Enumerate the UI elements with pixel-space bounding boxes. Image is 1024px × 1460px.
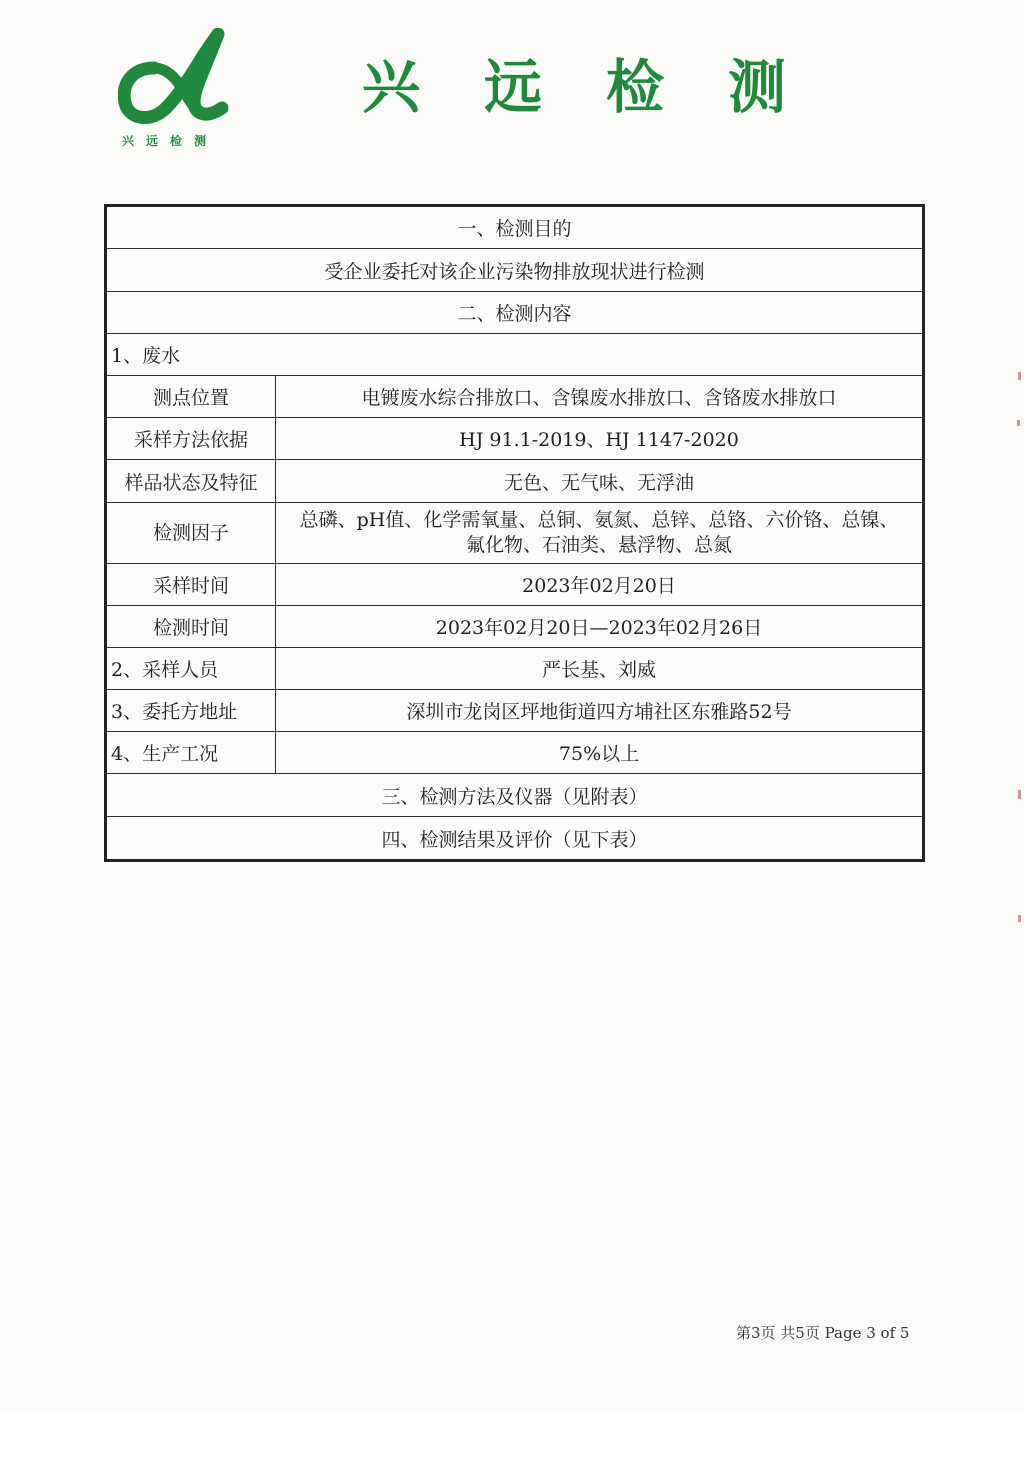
table-row xyxy=(106,648,924,690)
table-row xyxy=(106,460,924,503)
row-label: 采样时间 xyxy=(106,564,276,606)
row-value-line2: 氟化物、石油类、悬浮物、总氮 xyxy=(466,534,733,556)
logo-caption: 兴远检测 xyxy=(122,134,219,148)
row-label: 3、委托方地址 xyxy=(106,690,276,732)
row-value-line1: 总磷、pH值、化学需氧量、总铜、氨氮、总锌、总铬、六价铬、总镍、 xyxy=(299,509,899,531)
table-row xyxy=(106,376,924,418)
table-row xyxy=(106,249,924,292)
row-value: 电镀废水综合排放口、含镍废水排放口、含铬废水排放口 xyxy=(276,376,924,418)
table-row xyxy=(106,732,924,774)
row-label: 采样方法依据 xyxy=(106,418,276,460)
table-row xyxy=(106,292,924,334)
page-footer: 第3页 共5页 Page 3 of 5 xyxy=(736,1324,910,1342)
section-title-content: 二、检测内容 xyxy=(106,292,924,334)
row-value: 2023年02月20日—2023年02月26日 xyxy=(276,606,924,648)
inspection-table xyxy=(104,204,925,862)
table-row xyxy=(106,774,924,817)
table-row xyxy=(106,334,924,376)
table-row xyxy=(106,690,924,732)
row-value: 无色、无气味、无浮油 xyxy=(276,460,924,503)
row-value-multiline xyxy=(276,503,924,564)
scan-speck xyxy=(1018,915,1021,922)
row-label: 2、采样人员 xyxy=(106,648,276,690)
table-row xyxy=(106,564,924,606)
row-value: HJ 91.1-2019、HJ 1147-2020 xyxy=(276,418,924,460)
row-value: 75%以上 xyxy=(276,732,924,774)
row-value: 2023年02月20日 xyxy=(276,564,924,606)
row-label: 检测时间 xyxy=(106,606,276,648)
section-title-purpose: 一、检测目的 xyxy=(106,206,924,249)
table-row xyxy=(106,418,924,460)
scan-bottom-margin xyxy=(0,1410,1024,1460)
row-label: 4、生产工况 xyxy=(106,732,276,774)
subsection-wastewater: 1、废水 xyxy=(106,334,924,376)
row-label: 测点位置 xyxy=(106,376,276,418)
scan-speck xyxy=(1018,372,1021,380)
purpose-text: 受企业委托对该企业污染物排放现状进行检测 xyxy=(106,249,924,292)
scan-speck xyxy=(1017,420,1020,426)
page-title: 兴远检测 xyxy=(362,53,851,121)
scan-speck xyxy=(1018,790,1021,799)
table-row xyxy=(106,817,924,861)
row-label: 检测因子 xyxy=(106,503,276,564)
table-row xyxy=(106,503,924,564)
row-value: 深圳市龙岗区坪地街道四方埔社区东雅路52号 xyxy=(276,690,924,732)
section-title-results: 四、检测结果及评价（见下表） xyxy=(106,817,924,861)
row-label: 样品状态及特征 xyxy=(106,460,276,503)
section-title-methods: 三、检测方法及仪器（见附表） xyxy=(106,774,924,817)
table-row xyxy=(106,606,924,648)
table-row xyxy=(106,206,924,249)
row-value: 严长基、刘威 xyxy=(276,648,924,690)
